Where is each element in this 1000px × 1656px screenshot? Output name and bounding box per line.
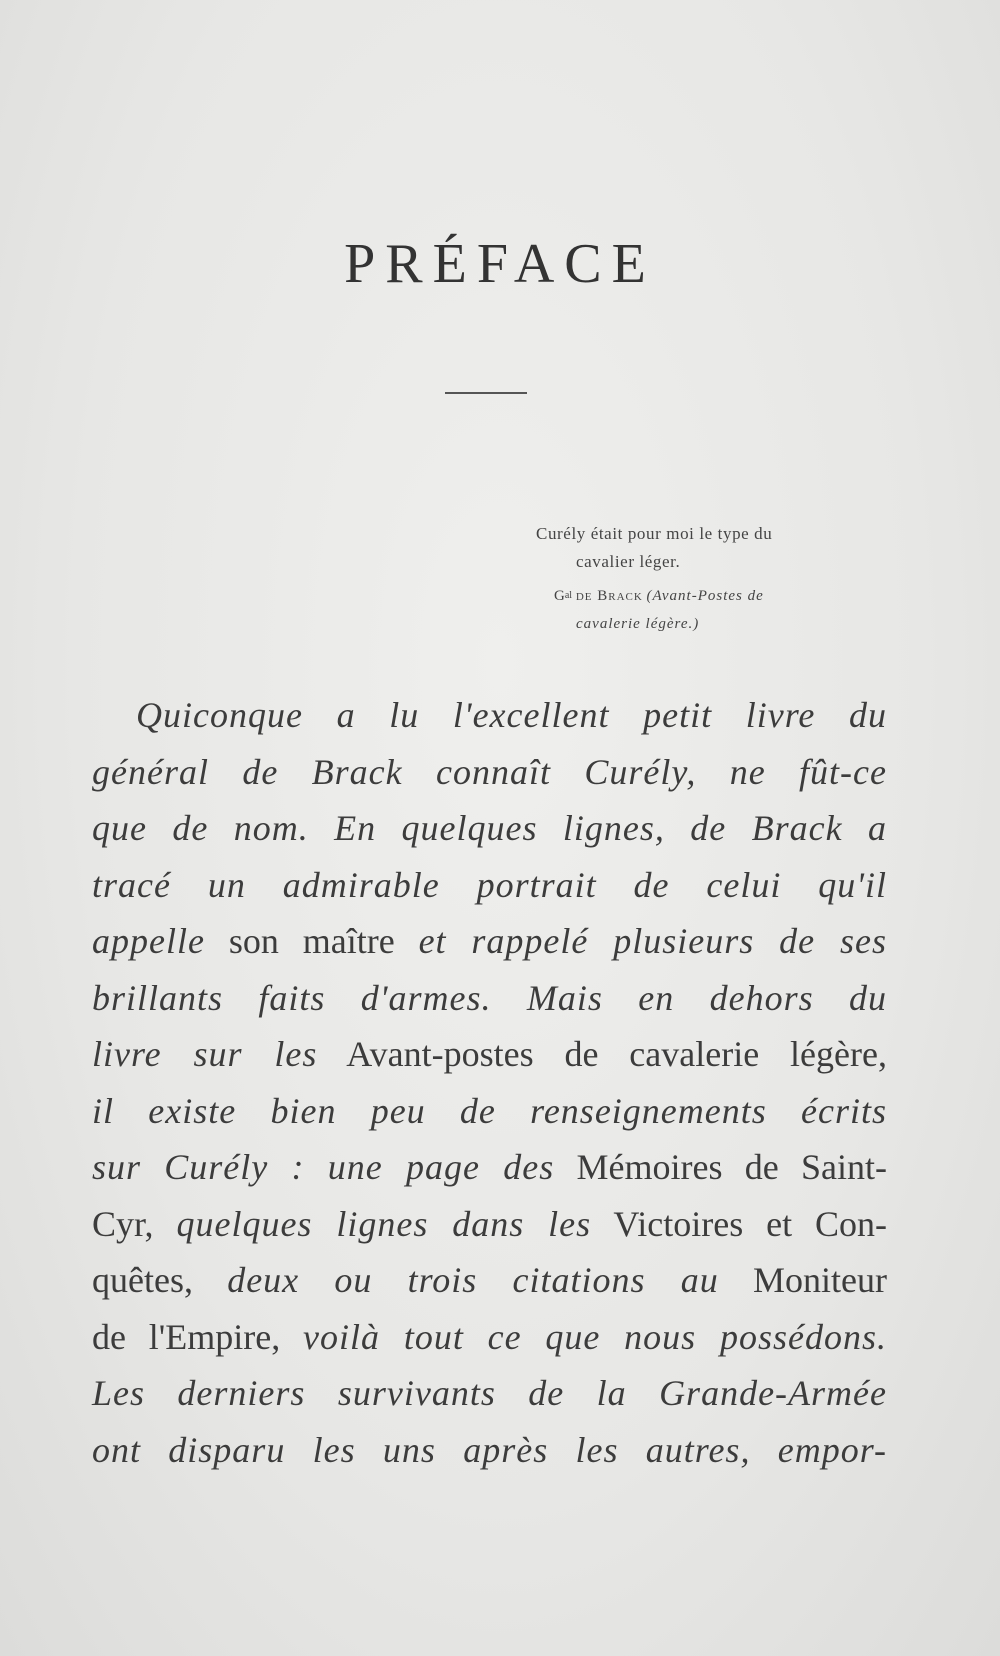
body-line-4: tracé un admirable portrait de celui qu'il	[92, 864, 887, 905]
body-line-3: que de nom. En quelques lignes, de Brack a	[92, 808, 887, 848]
body-line-5-part-c: et rappelé plusieurs de ses	[418, 921, 887, 961]
body-line-7	[92, 1026, 887, 1083]
epigraph-quote-line-2: cavalier léger.	[576, 552, 681, 571]
body-line-11-part-a: quêtes,	[92, 1260, 193, 1300]
body-line-11-part-b: deux ou trois citations au	[227, 1260, 719, 1300]
epigraph	[520, 520, 920, 638]
body-line-14: ont disparu les uns après les autres, empor-	[92, 1429, 887, 1470]
body-line-5	[92, 913, 887, 970]
body-line-2: général de Brack connaît Curély, ne fût-ce	[92, 751, 887, 792]
epigraph-source-rank-sup: al	[564, 590, 573, 601]
body-line-10-part-b: quelques lignes dans les	[176, 1203, 592, 1244]
body-line-9-part-a: sur Curély : une page des	[92, 1147, 555, 1187]
body-line-11	[92, 1252, 887, 1309]
epigraph-quote-line-1: Curély était pour moi le type du	[536, 524, 773, 543]
body-line-10-part-c: Victoires et Con-	[613, 1203, 888, 1244]
body-line-12	[92, 1309, 887, 1366]
body-line-5-part-a: appelle	[92, 921, 205, 961]
body-line-9	[92, 1139, 887, 1196]
body-line-12-part-b: voilà tout ce que nous possédons.	[303, 1316, 887, 1357]
title-divider	[445, 392, 527, 394]
body-line-7-part-a: livre sur les	[92, 1034, 318, 1074]
epigraph-source	[520, 582, 920, 610]
body-line-8: il existe bien peu de renseignements écrits	[92, 1090, 887, 1131]
body-line-7-part-b: Avant-postes de cavalerie légère,	[346, 1034, 887, 1074]
epigraph-source-author: de Brack	[575, 588, 643, 604]
body-line-6: brillants faits d'armes. Mais en dehors du	[92, 977, 887, 1018]
body-line-9-part-b: Mémoires de Saint-	[576, 1147, 887, 1187]
body-line-12-part-a: de l'Empire,	[92, 1316, 281, 1357]
page-title: PRÉFACE	[344, 233, 656, 295]
body-line-11-part-c: Moniteur	[753, 1260, 887, 1300]
epigraph-source-work-cont: cavalerie légère.)	[576, 616, 700, 632]
body-line-10	[92, 1196, 887, 1253]
epigraph-source-rank: G	[554, 588, 565, 604]
preface-body	[92, 687, 887, 1478]
body-line-10-part-a: Cyr,	[92, 1203, 154, 1244]
epigraph-source-work: (Avant-Postes de	[646, 588, 764, 604]
body-line-5-part-b: son maître	[228, 921, 395, 961]
body-line-13: Les derniers survivants de la Grande-Armée	[92, 1373, 887, 1413]
body-line-1: Quiconque a lu l'excellent petit livre du	[136, 695, 887, 735]
